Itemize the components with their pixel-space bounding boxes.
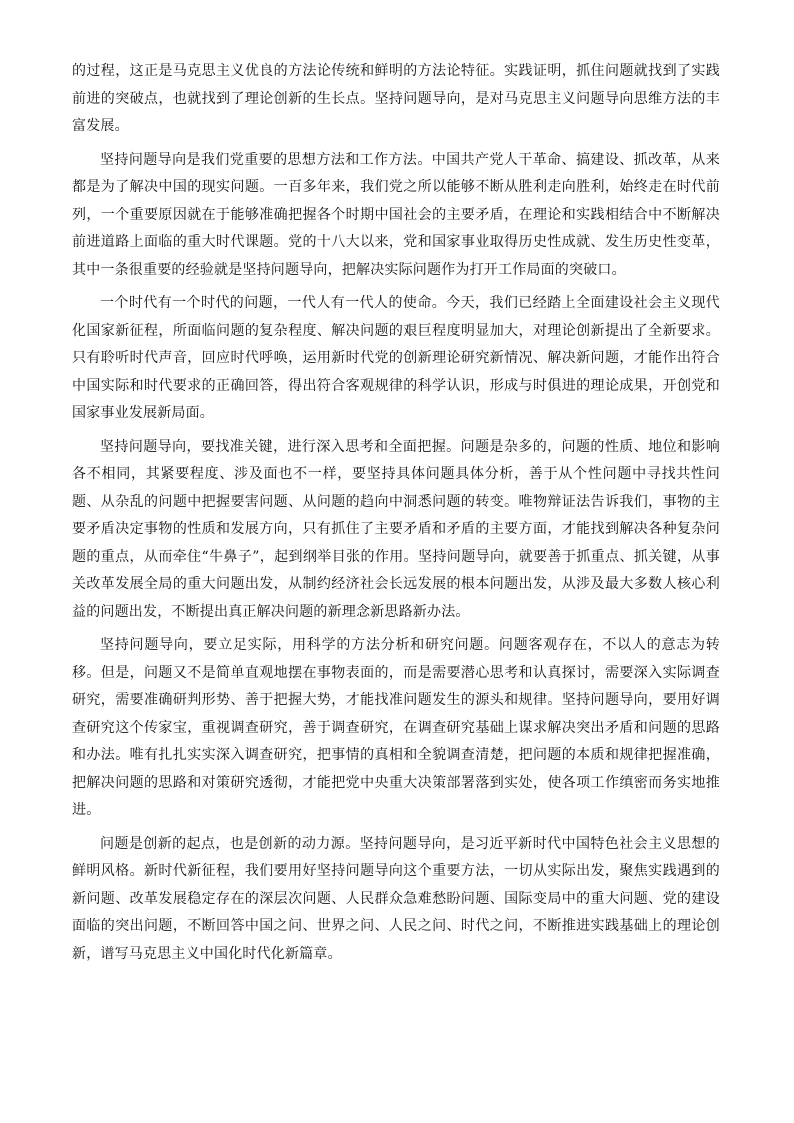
paragraph-1: 的过程，这正是马克思主义优良的方法论传统和鲜明的方法论特征。实践证明，抓住问题就找到了实践前进的突破点，也就找到了理论创新的生长点。坚持问题导向，是对马克思主义问题导向思维方法的丰富发展。	[72, 63, 720, 134]
document-page	[72, 58, 720, 974]
paragraph-3: 一个时代有一个时代的问题，一代人有一代人的使命。今天，我们已经踏上全面建设社会主义现代化国家新征程，所面临问题的复杂程度、解决问题的艰巨程度明显加大，对理论创新提出了全新要求。只有聆听时代声音，回应时代呼唤，运用新时代党的创新理论研究新情况、解决新问题，才能作出符合中国实际和时代要求的正确回答，得出符合客观规律的科学认识，形成与时俱进的理论成果，开创党和国家事业发展新局面。	[72, 295, 720, 421]
paragraph-6: 问题是创新的起点，也是创新的动力源。坚持问题导向，是习近平新时代中国特色社会主义思想的鲜明风格。新时代新征程，我们要用好坚持问题导向这个重要方法，一切从实际出发，聚焦实践遇到的新问题、改革发展稳定存在的深层次问题、人民群众急难愁盼问题、国际变局中的重大问题、党的建设面临的突出问题，不断回答中国之问、世界之问、人民之问、时代之问，不断推进实践基础上的理论创新，谱写马克思主义中国化时代化新篇章。	[72, 835, 720, 962]
paragraph-2: 坚持问题导向是我们党重要的思想方法和工作方法。中国共产党人干革命、搞建设、抓改革，从来都是为了解决中国的现实问题。一百多年来，我们党之所以能够不断从胜利走向胜利，始终走在时代前列，一个重要原因就在于能够准确把握各个时期中国社会的主要矛盾，在理论和实践相结合中不断解决前进道路上面临的重大时代课题。党的十八大以来，党和国家事业取得历史性成就、发生历史性变革，其中一条很重要的经验就是坚持问题导向，把解决实际问题作为打开工作局面的突破口。	[72, 151, 720, 278]
paragraph-4: 坚持问题导向，要找准关键，进行深入思考和全面把握。问题是杂多的，问题的性质、地位和影响各不相同，其紧要程度、涉及面也不一样，要坚持具体问题具体分析，善于从个性问题中寻找共性问题、从杂乱的问题中把握要害问题、从问题的趋向中洞悉问题的转变。唯物辩证法告诉我们，事物的主要矛盾决定事物的性质和发展方向，只有抓住了主要矛盾和矛盾的主要方面，才能找到解决各种复杂问题的重点，从而牵住“牛鼻子”，起到纲举目张的作用。坚持问题导向，就要善于抓重点、抓关键，从事关改革发展全局的重大问题出发，从制约经济社会长远发展的根本问题出发，从涉及最大多数人核心利益的问题出发，不断提出真正解决问题的新理念新思路新办法。	[72, 438, 720, 620]
paragraph-5: 坚持问题导向，要立足实际，用科学的方法分析和研究问题。问题客观存在，不以人的意志为转移。但是，问题又不是简单直观地摆在事物表面的，而是需要潜心思考和认真探讨，需要深入实际调查研究，需要准确研判形势、善于把握大势，才能找准问题发生的源头和规律。坚持问题导向，要用好调查研究这个传家宝，重视调查研究，善于调查研究，在调查研究基础上谋求解决突出矛盾和问题的思路和办法。唯有扎扎实实深入调查研究，把事情的真相和全貌调查清楚，把问题的本质和规律把握准确，把解决问题的思路和对策研究透彻，才能把党中央重大决策部署落到实处，使各项工作缜密而务实地推进。	[72, 637, 720, 818]
